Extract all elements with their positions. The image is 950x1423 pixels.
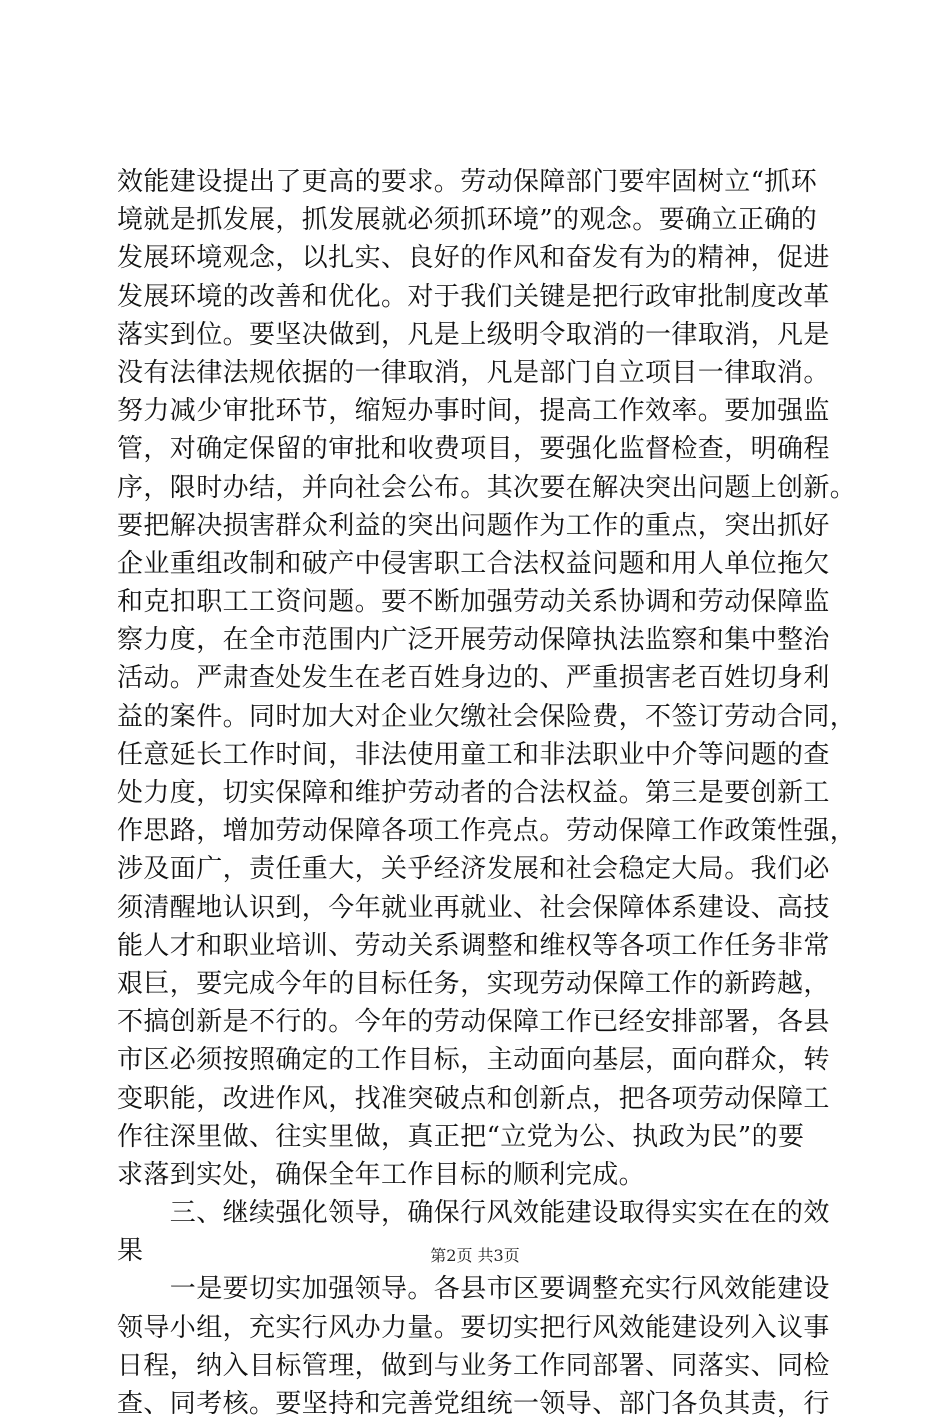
text-line: 察力度，在全市范围内广泛开展劳动保障执法监察和集中整治 xyxy=(117,625,830,656)
page-footer: 第2页 共3页 xyxy=(430,1246,520,1265)
text-line: 艰巨，要完成今年的目标任务，实现劳动保障工作的新跨越， xyxy=(117,968,830,999)
text-line: 努力减少审批环节，缩短办事时间，提高工作效率。要加强监 xyxy=(117,396,830,427)
text-line: 求落到实处，确保全年工作目标的顺利完成。 xyxy=(117,1159,646,1190)
text-line: 管，对确定保留的审批和收费项目，要强化监督检查，明确程 xyxy=(117,434,830,465)
text-line: 要把解决损害群众利益的突出问题作为工作的重点，突出抓好 xyxy=(117,510,830,541)
text-line: 企业重组改制和破产中侵害职工合法权益问题和用人单位拖欠 xyxy=(117,548,830,579)
text-line: 落实到位。要坚决做到，凡是上级明令取消的一律取消，凡是 xyxy=(117,319,830,350)
text-line: 任意延长工作时间，非法使用童工和非法职业中介等问题的查 xyxy=(117,739,830,770)
text-line: 市区必须按照确定的工作目标，主动面向基层，面向群众，转 xyxy=(117,1045,830,1076)
text-line: 发展环境观念，以扎实、良好的作风和奋发有为的精神，促进 xyxy=(117,243,830,274)
text-line: 日程，纳入目标管理，做到与业务工作同部署、同落实、同检 xyxy=(117,1350,830,1381)
text-line: 三、继续强化领导，确保行风效能建设取得实实在在的效 xyxy=(117,1198,830,1229)
text-line: 作往深里做、往实里做，真正把“立党为公、执政为民”的要 xyxy=(117,1121,805,1152)
text-line: 须清醒地认识到，今年就业再就业、社会保障体系建设、高技 xyxy=(117,892,830,923)
text-line: 效能建设提出了更高的要求。劳动保障部门要牢固树立“抓环 xyxy=(117,167,818,197)
text-line: 查、同考核。要坚持和完善党组统一领导、部门各负其责，行 xyxy=(117,1389,830,1419)
text-line: 和克扣职工工资问题。要不断加强劳动关系协调和劳动保障监 xyxy=(117,587,830,618)
text-line: 一是要切实加强领导。各县市区要调整充实行风效能建设 xyxy=(117,1274,830,1305)
text-line: 益的案件。同时加大对企业欠缴社会保险费，不签订劳动合同， xyxy=(117,701,857,732)
text-line: 活动。严肃查处发生在老百姓身边的、严重损害老百姓切身利 xyxy=(117,663,830,694)
text-line: 作思路，增加劳动保障各项工作亮点。劳动保障工作政策性强， xyxy=(117,816,857,847)
body-text xyxy=(117,163,857,1423)
text-line: 能人才和职业培训、劳动关系调整和维权等各项工作任务非常 xyxy=(117,930,830,961)
text-line: 不搞创新是不行的。今年的劳动保障工作已经安排部署，各县 xyxy=(117,1007,830,1038)
text-line: 涉及面广，责任重大，关乎经济发展和社会稳定大局。我们必 xyxy=(117,854,830,885)
text-line: 处力度，切实保障和维护劳动者的合法权益。第三是要创新工 xyxy=(117,778,830,808)
text-line: 发展环境的改善和优化。对于我们关键是把行政审批制度改革 xyxy=(117,281,830,312)
text-line: 果 xyxy=(117,1236,144,1267)
text-line: 序，限时办结，并向社会公布。其次要在解决突出问题上创新。 xyxy=(117,472,857,503)
text-line: 变职能，改进作风，找准突破点和创新点，把各项劳动保障工 xyxy=(117,1083,830,1114)
text-line: 领导小组，充实行风办力量。要切实把行风效能建设列入议事 xyxy=(117,1312,830,1343)
text-line: 境就是抓发展，抓发展就必须抓环境”的观念。要确立正确的 xyxy=(117,205,818,236)
text-line: 没有法律法规依据的一律取消，凡是部门自立项目一律取消。 xyxy=(117,357,830,388)
